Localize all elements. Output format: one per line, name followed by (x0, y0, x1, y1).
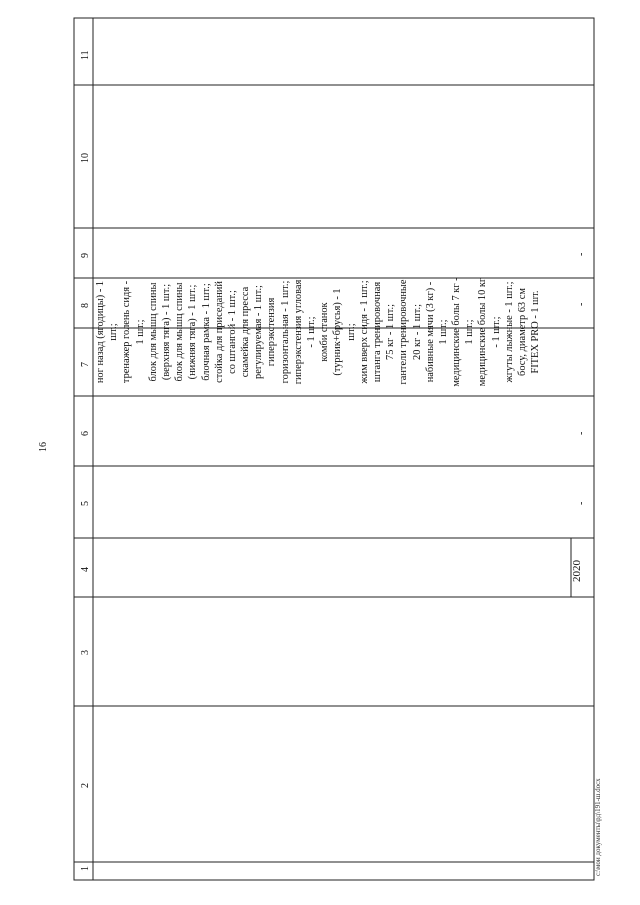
column-number: 3 (80, 650, 91, 655)
list-item: со штангой - 1 шт.; (226, 290, 238, 374)
list-item: комби станок (319, 302, 331, 362)
table-cell-col9: - (576, 252, 587, 256)
list-item: 20 кг - 1 шт.; (411, 304, 423, 360)
list-item: гантели тренировочные (398, 279, 410, 385)
column-number: 8 (80, 303, 91, 308)
table-cell-col6: - (576, 431, 587, 435)
list-item: медицинские болы 10 кг (477, 277, 489, 387)
page-number: 16 (38, 442, 49, 452)
list-item: скамейка для пресса (240, 286, 252, 378)
column-number: 2 (80, 783, 91, 788)
column-number: 1 (80, 866, 91, 871)
list-item: штанга тренировочная (371, 281, 383, 383)
table-cell-col8: - (576, 302, 587, 306)
footer-file-path: c:\мои документы\рд\191-ш.docx (594, 778, 602, 876)
list-item: шт.; (108, 323, 120, 341)
column-number: 4 (80, 567, 91, 572)
list-item: блок для мышц спины (147, 282, 159, 382)
list-item: 1 шт.; (464, 319, 476, 345)
list-item: тренажер голень сидя - (121, 280, 133, 384)
list-item: регулируемая - 1 шт.; (253, 285, 265, 379)
column-number: 11 (80, 50, 91, 60)
list-item: босу, диаметр 63 см (517, 288, 528, 376)
column-number: 6 (80, 431, 91, 436)
list-item: медицинские болы 7 кг - (451, 277, 463, 387)
list-item: (турник+брусья) - 1 (332, 288, 344, 376)
list-item: набивные мячи (3 кг) - (424, 281, 436, 383)
table-cell-col5: - (576, 501, 587, 505)
list-item: 1 шт.; (437, 319, 449, 345)
list-item: стойка для приседаний (213, 281, 225, 383)
list-item: (верхняя тяга) - 1 шт.; (160, 283, 172, 381)
list-item: ног назад (ягодицы) - 1 (95, 280, 106, 384)
list-item: 75 кг - 1 шт.; (385, 304, 397, 360)
list-item: блок для мышц спины (174, 282, 186, 382)
year-cell: 2020 (571, 560, 583, 582)
list-item: блочная рамка - 1 шт.; (200, 283, 212, 381)
column-number: 5 (80, 501, 91, 506)
list-item: горизонтальная - 1 шт.; (279, 280, 291, 384)
list-item: жим вверх сидя - 1 шт.; (358, 280, 370, 384)
list-item: гиперэкстензия (266, 297, 278, 367)
column-number: 7 (80, 362, 91, 367)
list-item: шт.; (345, 323, 357, 341)
list-item: (нижняя тяга) - 1 шт.; (187, 284, 199, 380)
list-item: 1 шт.; (134, 319, 146, 345)
list-item: гиперэкстензия угловая (292, 279, 304, 385)
list-item: жгуты лыжные - 1 шт.; (503, 281, 515, 383)
list-item: - 1 шт.; (306, 316, 317, 348)
column-number: 10 (80, 153, 91, 163)
list-item: - 1 шт.; (490, 316, 502, 348)
list-item: FITEX PRO - 1 шт. (530, 290, 542, 374)
column-number: 9 (80, 253, 91, 258)
